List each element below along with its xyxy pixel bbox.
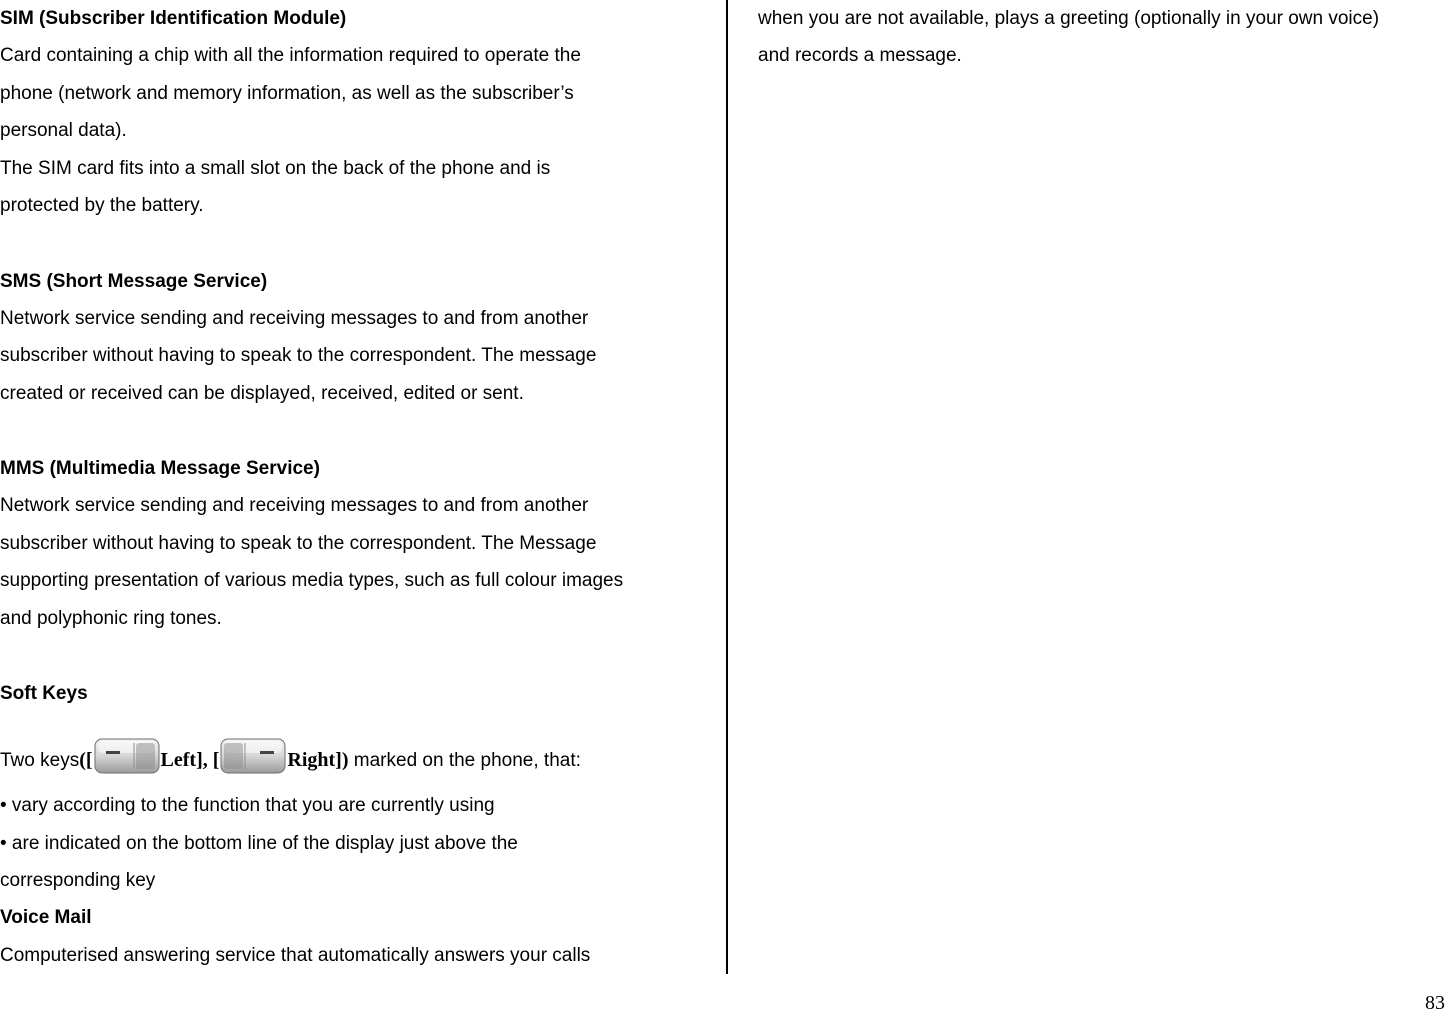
sms-line-3: created or received can be displayed, received, edited or sent.	[0, 383, 524, 404]
sim-line-3: personal data).	[0, 120, 127, 141]
mms-line-3: supporting presentation of various media types, such as full colour images	[0, 570, 624, 591]
sms-line-1: Network service sending and receiving messages to and from another	[0, 308, 589, 329]
sms-heading: SMS (Short Message Service)	[0, 271, 268, 292]
mms-heading: MMS (Multimedia Message Service)	[0, 458, 320, 479]
right-soft-key-icon	[220, 738, 286, 774]
sms-line-2: subscriber without having to speak to the correspondent. The message	[0, 345, 597, 366]
page-number: 83	[1425, 992, 1445, 1014]
sim-line-2: phone (network and memory information, as well as the subscriber’s	[0, 83, 574, 104]
softkeys-intro	[0, 738, 581, 779]
softkeys-heading: Soft Keys	[0, 683, 88, 704]
softkeys-bullet-2-cont: corresponding key	[0, 870, 156, 891]
right-key-label: Right])	[287, 749, 349, 771]
softkeys-bullet-2: • are indicated on the bottom line of the display just above the	[0, 833, 518, 854]
voicemail-line-3: and records a message.	[758, 45, 962, 66]
sim-line-5: protected by the battery.	[0, 195, 204, 216]
softkeys-open-bracket: ([	[79, 749, 93, 771]
mms-line-4: and polyphonic ring tones.	[0, 608, 222, 629]
softkeys-intro-suffix: marked on the phone, that:	[348, 750, 581, 771]
voicemail-line-1: Computerised answering service that automatically answers your calls	[0, 945, 591, 966]
softkeys-bullet-1: • vary according to the function that you are currently using	[0, 795, 495, 816]
left-key-label: Left], [	[160, 749, 220, 771]
left-soft-key-icon	[94, 738, 160, 774]
sim-heading: SIM (Subscriber Identification Module)	[0, 8, 347, 29]
sim-line-4: The SIM card fits into a small slot on the back of the phone and is	[0, 158, 551, 179]
mms-line-2: subscriber without having to speak to the correspondent. The Message	[0, 533, 597, 554]
voicemail-line-2: when you are not available, plays a greeting (optionally in your own voice)	[758, 8, 1380, 29]
softkeys-intro-prefix: Two keys	[0, 750, 80, 771]
voicemail-heading: Voice Mail	[0, 907, 92, 928]
column-divider	[726, 0, 728, 974]
sim-line-1: Card containing a chip with all the information required to operate the	[0, 45, 581, 66]
mms-line-1: Network service sending and receiving messages to and from another	[0, 495, 589, 516]
